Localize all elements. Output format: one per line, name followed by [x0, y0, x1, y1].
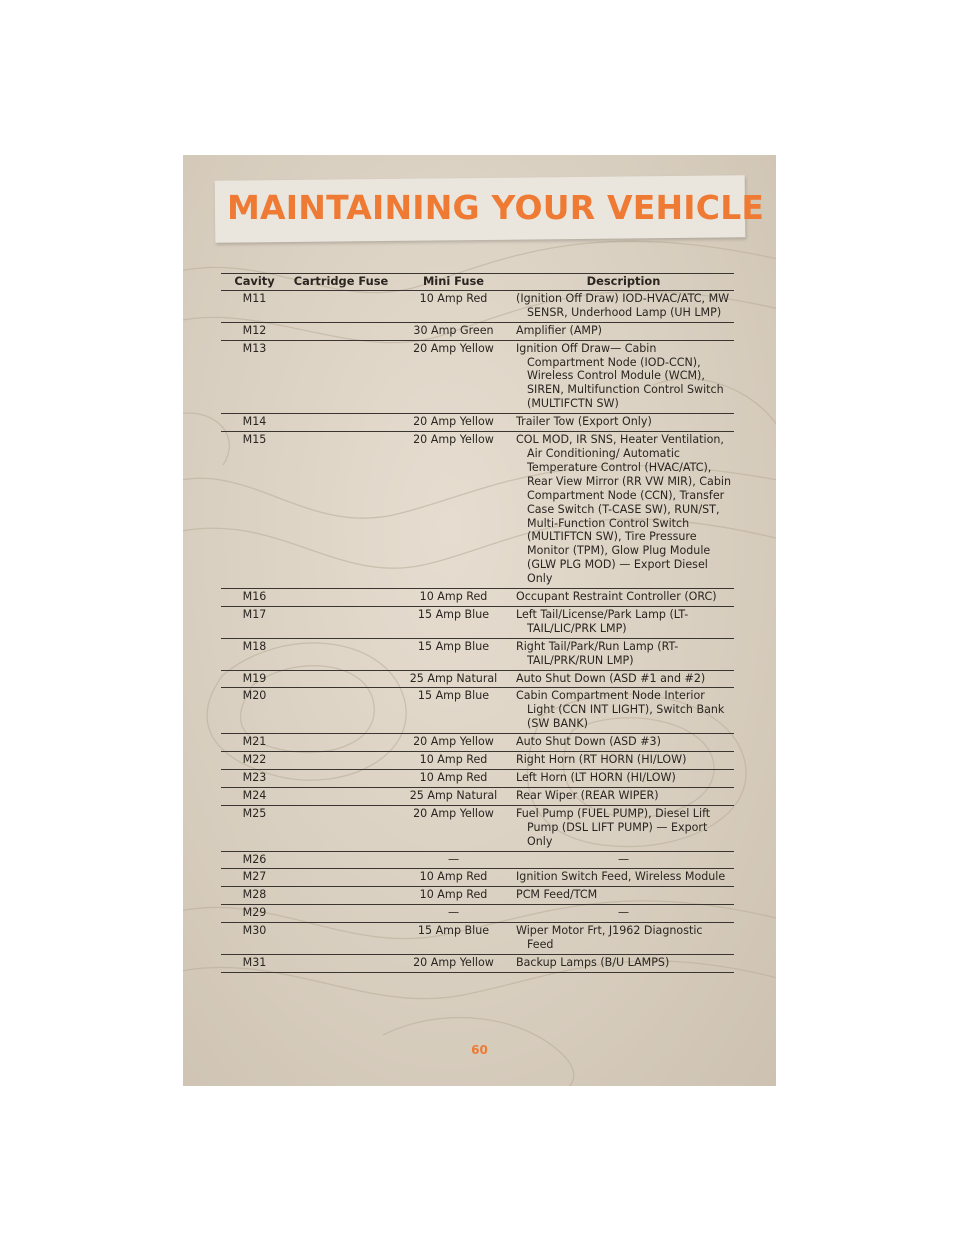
description-text: PCM Feed/TCM [516, 888, 598, 902]
description-text: Auto Shut Down (ASD #3) [516, 735, 661, 749]
table-row [221, 787, 734, 805]
column-header-mini-fuse: Mini Fuse [394, 274, 513, 291]
description-cell [513, 414, 734, 432]
description-cell [513, 954, 734, 972]
description-text: Wiper Motor Frt, J1962 Diagnostic Feed [516, 924, 703, 952]
table-row [221, 805, 734, 851]
cartridge-fuse-cell [288, 770, 394, 788]
mini-fuse-cell: 15 Amp Blue [394, 688, 513, 734]
table-row [221, 414, 734, 432]
cartridge-fuse-cell [288, 638, 394, 670]
cavity-cell: M23 [221, 770, 288, 788]
table-header-row [221, 274, 734, 291]
page-title: MAINTAINING YOUR VEHICLE [227, 188, 765, 227]
mini-fuse-cell: — [394, 905, 513, 923]
description-text: Occupant Restraint Controller (ORC) [516, 590, 717, 604]
mini-fuse-cell: 20 Amp Yellow [394, 340, 513, 414]
mini-fuse-cell: 10 Amp Red [394, 290, 513, 322]
table-row [221, 770, 734, 788]
description-cell [513, 589, 734, 607]
description-text: Trailer Tow (Export Only) [516, 415, 652, 429]
description-text: Rear Wiper (REAR WIPER) [516, 788, 659, 802]
cavity-cell: M13 [221, 340, 288, 414]
description-text: Fuel Pump (FUEL PUMP), Diesel Lift Pump (DSL LIFT PUMP) — Export Only [516, 806, 711, 848]
description-cell [513, 606, 734, 638]
description-cell [513, 688, 734, 734]
cavity-cell: M30 [221, 923, 288, 955]
description-cell [513, 887, 734, 905]
cartridge-fuse-cell [288, 290, 394, 322]
description-cell [513, 770, 734, 788]
cartridge-fuse-cell [288, 606, 394, 638]
table-row [221, 752, 734, 770]
mini-fuse-cell: 15 Amp Blue [394, 638, 513, 670]
mini-fuse-cell: 25 Amp Natural [394, 787, 513, 805]
cartridge-fuse-cell [288, 805, 394, 851]
description-text: Amplifier (AMP) [516, 323, 603, 337]
mini-fuse-cell: 15 Amp Blue [394, 923, 513, 955]
mini-fuse-cell: — [394, 851, 513, 869]
mini-fuse-cell: 20 Amp Yellow [394, 954, 513, 972]
column-header-cartridge-fuse: Cartridge Fuse [288, 274, 394, 291]
description-cell [513, 340, 734, 414]
mini-fuse-cell: 20 Amp Yellow [394, 432, 513, 589]
table-row [221, 432, 734, 589]
description-text: Ignition Switch Feed, Wireless Module [516, 870, 726, 884]
cavity-cell: M18 [221, 638, 288, 670]
cavity-cell: M11 [221, 290, 288, 322]
table-row [221, 606, 734, 638]
table-row [221, 322, 734, 340]
cavity-cell: M31 [221, 954, 288, 972]
cartridge-fuse-cell [288, 670, 394, 688]
description-cell [513, 734, 734, 752]
cartridge-fuse-cell [288, 869, 394, 887]
page-number: 60 [471, 1043, 488, 1057]
cavity-cell: M26 [221, 851, 288, 869]
description-cell [513, 670, 734, 688]
mini-fuse-cell: 10 Amp Red [394, 752, 513, 770]
table-row [221, 887, 734, 905]
description-cell [513, 432, 734, 589]
mini-fuse-cell: 25 Amp Natural [394, 670, 513, 688]
column-header-description: Description [513, 274, 734, 291]
mini-fuse-cell: 10 Amp Red [394, 887, 513, 905]
description-cell [513, 752, 734, 770]
cavity-cell: M24 [221, 787, 288, 805]
mini-fuse-cell: 10 Amp Red [394, 589, 513, 607]
cavity-cell: M27 [221, 869, 288, 887]
cavity-cell: M28 [221, 887, 288, 905]
description-cell [513, 869, 734, 887]
cartridge-fuse-cell [288, 734, 394, 752]
column-header-cavity: Cavity [221, 274, 288, 291]
table-row [221, 290, 734, 322]
description-cell [513, 290, 734, 322]
table-row [221, 905, 734, 923]
cartridge-fuse-cell [288, 887, 394, 905]
cartridge-fuse-cell [288, 923, 394, 955]
cavity-cell: M14 [221, 414, 288, 432]
cartridge-fuse-cell [288, 688, 394, 734]
cartridge-fuse-cell [288, 340, 394, 414]
manual-page [183, 155, 776, 1086]
cavity-cell: M15 [221, 432, 288, 589]
cartridge-fuse-cell [288, 322, 394, 340]
mini-fuse-cell: 10 Amp Red [394, 869, 513, 887]
description-text: Left Tail/License/Park Lamp (LT-TAIL/LIC/PRK LMP) [516, 607, 689, 635]
description-text: Cabin Compartment Node Interior Light (CCN INT LIGHT), Switch Bank (SW BANK) [516, 689, 725, 731]
cartridge-fuse-cell [288, 905, 394, 923]
mini-fuse-cell: 20 Amp Yellow [394, 805, 513, 851]
table-row [221, 589, 734, 607]
table-row [221, 670, 734, 688]
description-cell [513, 923, 734, 955]
description-text: Right Tail/Park/Run Lamp (RT-TAIL/PRK/RUN LMP) [516, 639, 679, 667]
cavity-cell: M21 [221, 734, 288, 752]
description-text: Right Horn (RT HORN (HI/LOW) [516, 753, 687, 767]
cartridge-fuse-cell [288, 432, 394, 589]
cartridge-fuse-cell [288, 752, 394, 770]
cartridge-fuse-cell [288, 787, 394, 805]
description-cell [513, 638, 734, 670]
cartridge-fuse-cell [288, 954, 394, 972]
description-text: Auto Shut Down (ASD #1 and #2) [516, 671, 706, 685]
description-text: (Ignition Off Draw) IOD-HVAC/ATC, MW SENSR, Underhood Lamp (UH LMP) [516, 291, 730, 319]
description-text: Backup Lamps (B/U LAMPS) [516, 955, 670, 969]
table-row [221, 638, 734, 670]
description-text: Ignition Off Draw— Cabin Compartment Node (IOD-CCN), Wireless Control Module (WCM), SIREN, Multifunction Control Switch (MULTIFCTN SW) [516, 341, 724, 411]
description-cell [513, 322, 734, 340]
description-text: — [617, 906, 630, 920]
cartridge-fuse-cell [288, 851, 394, 869]
mini-fuse-cell: 30 Amp Green [394, 322, 513, 340]
description-cell [513, 787, 734, 805]
table-row [221, 688, 734, 734]
description-cell [513, 905, 734, 923]
table-row [221, 734, 734, 752]
table-row [221, 954, 734, 972]
cavity-cell: M16 [221, 589, 288, 607]
mini-fuse-cell: 10 Amp Red [394, 770, 513, 788]
description-text: — [617, 852, 630, 866]
table-row [221, 851, 734, 869]
description-cell [513, 851, 734, 869]
cartridge-fuse-cell [288, 414, 394, 432]
cavity-cell: M20 [221, 688, 288, 734]
cavity-cell: M12 [221, 322, 288, 340]
cavity-cell: M19 [221, 670, 288, 688]
cavity-cell: M29 [221, 905, 288, 923]
table-row [221, 340, 734, 414]
cavity-cell: M22 [221, 752, 288, 770]
fuse-table [221, 273, 734, 973]
table-row [221, 869, 734, 887]
description-cell [513, 805, 734, 851]
cartridge-fuse-cell [288, 589, 394, 607]
description-text: Left Horn (LT HORN (HI/LOW) [516, 771, 676, 784]
table-row [221, 923, 734, 955]
cavity-cell: M17 [221, 606, 288, 638]
mini-fuse-cell: 15 Amp Blue [394, 606, 513, 638]
mini-fuse-cell: 20 Amp Yellow [394, 414, 513, 432]
cavity-cell: M25 [221, 805, 288, 851]
description-text: COL MOD, IR SNS, Heater Ventilation, Air Conditioning/ Automatic Temperature Control (HVAC/ATC), Rear View Mirror (RR VW MIR), Cabin Compartment Node (CCN), Transfer Case Switch (T-CASE SW), RUN/ST, Multi-Function Control Switch (MULTIFTCN SW), Tire Pressure Monitor (TPM), Glow Plug Module (GLW PLG MOD) — Export Diesel Only [516, 433, 731, 586]
mini-fuse-cell: 20 Amp Yellow [394, 734, 513, 752]
